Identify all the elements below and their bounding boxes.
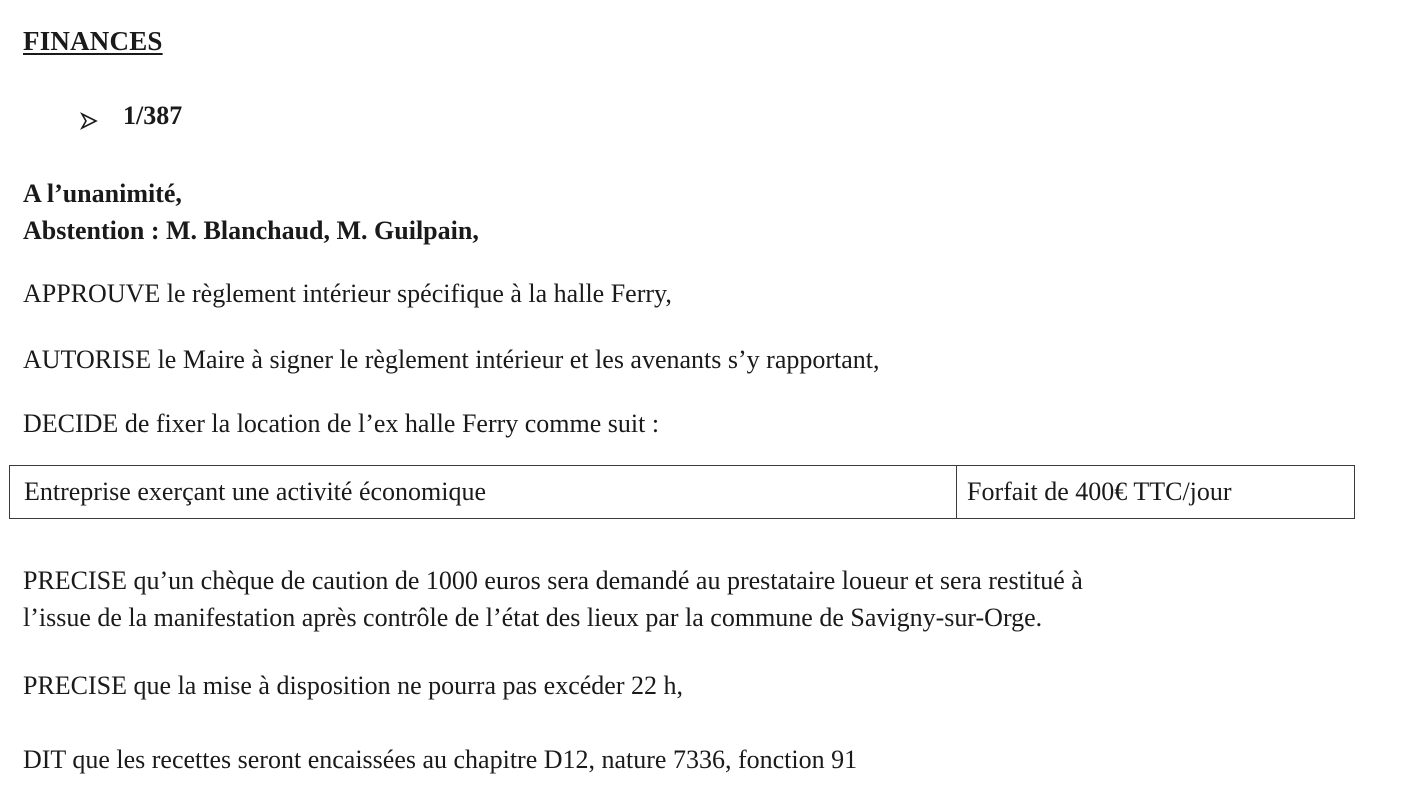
paragraph-disposition: PRECISE que la mise à disposition ne pourra pas excéder 22 h,	[23, 671, 683, 700]
rate-table	[9, 465, 1355, 519]
vote-abstention: Abstention : M. Blanchaud, M. Guilpain,	[23, 216, 479, 245]
table-cell-price: Forfait de 400€ TTC/jour	[967, 477, 1232, 506]
paragraph-autorise: AUTORISE le Maire à signer le règlement intérieur et les avenants s’y rapportant,	[23, 345, 880, 374]
deliberation-reference	[80, 101, 182, 131]
caution-line-1: PRECISE qu’un chèque de caution de 1000 euros sera demandé au prestataire loueur et sera restitué à	[23, 566, 1083, 595]
paragraph-recettes: DIT que les recettes seront encaissées au chapitre D12, nature 7336, fonction 91	[23, 745, 858, 774]
deliberation-number: 1/387	[123, 101, 183, 130]
table-cell-activity: Entreprise exerçant une activité économique	[10, 466, 957, 518]
paragraph-caution	[23, 562, 1083, 636]
vote-result: A l’unanimité,	[23, 179, 182, 208]
paragraph-decide: DECIDE de fixer la location de l’ex halle Ferry comme suit :	[23, 409, 660, 438]
arrow-right-icon	[80, 107, 98, 125]
section-title: FINANCES	[23, 26, 163, 56]
vote-block	[23, 175, 479, 249]
paragraph-approuve: APPROUVE le règlement intérieur spécifique à la halle Ferry,	[23, 279, 672, 308]
caution-line-2: l’issue de la manifestation après contrôle de l’état des lieux par la commune de Savigny-sur-Orge.	[23, 603, 1043, 632]
